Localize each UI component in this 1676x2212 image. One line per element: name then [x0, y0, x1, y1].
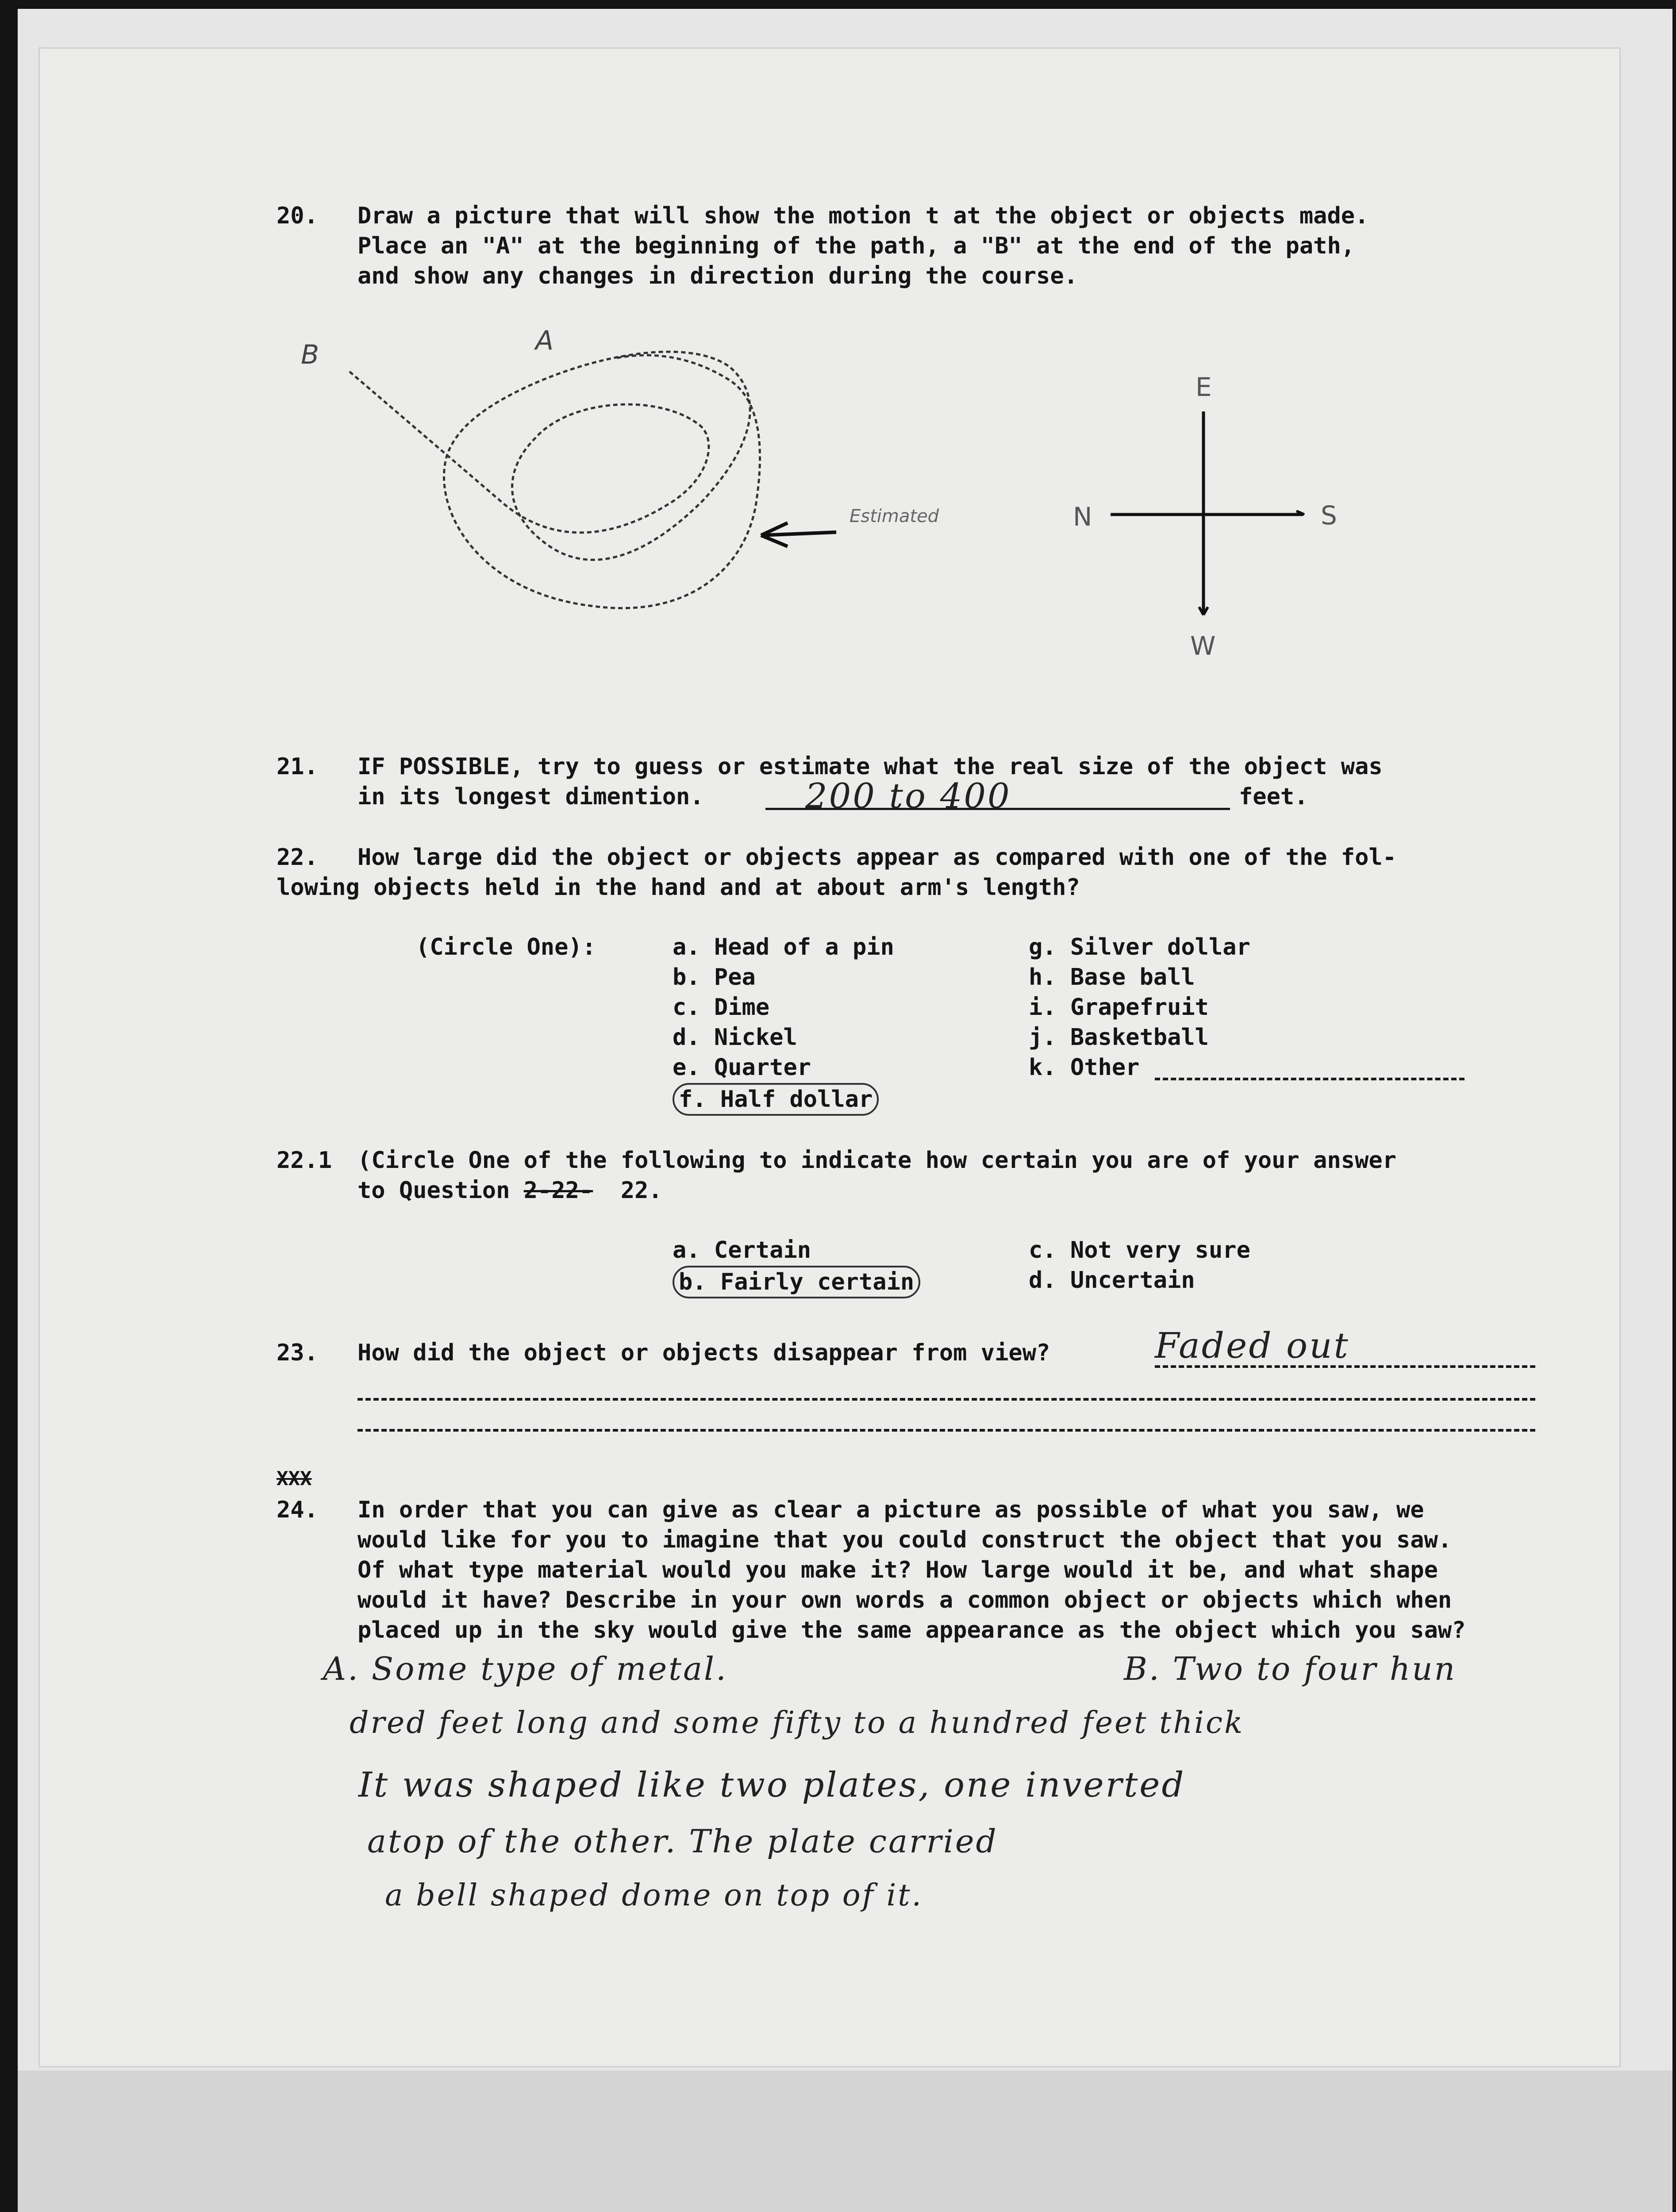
- question-text-line: How did the object or objects disappear from view?: [357, 1340, 1050, 1366]
- option-item: e. Quarter: [673, 1054, 811, 1081]
- question-text-line: IF POSSIBLE, try to guess or estimate what the real size of the object was: [357, 753, 1383, 780]
- option-item: k. Other: [1029, 1054, 1140, 1081]
- handwriting-line: dred feet long and some fifty to a hundred feet thick: [350, 1705, 1245, 1740]
- label-b: B: [301, 339, 319, 370]
- arrow-line: [761, 532, 836, 535]
- handwritten-answer: Faded out: [1155, 1325, 1350, 1366]
- compass-w: W: [1190, 631, 1216, 661]
- option-item: a. Head of a pin: [673, 934, 894, 960]
- option-item: a. Certain: [673, 1237, 811, 1263]
- option-item: d. Uncertain: [1029, 1267, 1195, 1294]
- handwriting-line: atop of the other. The plate carried: [367, 1823, 998, 1860]
- option-item: i. Grapefruit: [1029, 994, 1209, 1021]
- handwriting-line: A. Some type of metal.: [323, 1650, 728, 1687]
- option-item: b. Pea: [673, 964, 756, 991]
- answer-line: [357, 1429, 1535, 1432]
- compass: [1073, 372, 1337, 661]
- handwriting-line: B. Two to four hun: [1124, 1650, 1457, 1687]
- question-text-line: and show any changes in direction during the course.: [357, 263, 1078, 289]
- question-text-line: to Question 2-22- 22.: [357, 1177, 662, 1204]
- option-item: g. Silver dollar: [1029, 934, 1250, 960]
- option-item: h. Base ball: [1029, 964, 1195, 991]
- question-text-line: Draw a picture that will show the motion t at the object or objects made.: [357, 203, 1369, 229]
- motion-drawing: [40, 49, 1619, 712]
- option-item: c. Not very sure: [1029, 1237, 1250, 1263]
- question-number: 24.: [277, 1497, 318, 1523]
- question-text-line: in its longest dimention.: [357, 783, 704, 810]
- question-text-line: lowing objects held in the hand and at about arm's length?: [277, 874, 1080, 901]
- lower-blank-area: [18, 2070, 1672, 2212]
- circle-instruction: (Circle One):: [416, 934, 596, 960]
- handwriting-line: a bell shaped dome on top of it.: [385, 1878, 923, 1913]
- question-text-line: In order that you can give as clear a picture as possible of what you saw, we: [357, 1497, 1424, 1523]
- question-number: 22.: [277, 844, 318, 871]
- flight-path: [350, 352, 760, 608]
- arrow-note: Estimated: [850, 506, 939, 526]
- unit-label: feet.: [1239, 783, 1308, 810]
- option-item-circled: f. Half dollar: [673, 1083, 879, 1116]
- struck-text: 2-22-: [523, 1177, 593, 1204]
- question-text-line: would it have? Describe in your own words a common object or objects which when: [357, 1587, 1452, 1613]
- struck-number: XXX: [277, 1467, 312, 1490]
- answer-line: [1155, 1365, 1535, 1368]
- question-text-line: Of what type material would you make it? How large would it be, and what shape: [357, 1557, 1438, 1583]
- handwritten-answer: 200 to 400: [805, 776, 1011, 816]
- question-number: 23.: [277, 1340, 318, 1366]
- questionnaire-page: [40, 49, 1619, 2066]
- handwriting-line: It was shaped like two plates, one inverted: [358, 1765, 1186, 1805]
- answer-line: [357, 1398, 1535, 1401]
- question-text-line: (Circle One of the following to indicate how certain you are of your answer: [357, 1147, 1396, 1174]
- option-item: j. Basketball: [1029, 1024, 1209, 1051]
- photograph-background: [18, 9, 1672, 2212]
- question-text-line: Place an "A" at the beginning of the path, a "B" at the end of the path,: [357, 233, 1355, 259]
- label-a: A: [535, 325, 554, 356]
- option-item-circled: b. Fairly certain: [673, 1266, 920, 1298]
- question-text-line: placed up in the sky would give the same appearance as the object which you saw?: [357, 1617, 1466, 1644]
- question-number: 20.: [277, 203, 318, 229]
- question-text-line: would like for you to imagine that you could construct the object that you saw.: [357, 1527, 1452, 1553]
- option-item: d. Nickel: [673, 1024, 797, 1051]
- compass-e: E: [1195, 372, 1212, 402]
- compass-n: N: [1073, 502, 1092, 532]
- other-fill-line: [1155, 1078, 1465, 1080]
- question-number: 22.1: [277, 1147, 332, 1174]
- question-number: 21.: [277, 753, 318, 780]
- question-text-line: How large did the object or objects appear as compared with one of the fol-: [357, 844, 1396, 871]
- option-item: c. Dime: [673, 994, 770, 1021]
- compass-s: S: [1321, 500, 1337, 530]
